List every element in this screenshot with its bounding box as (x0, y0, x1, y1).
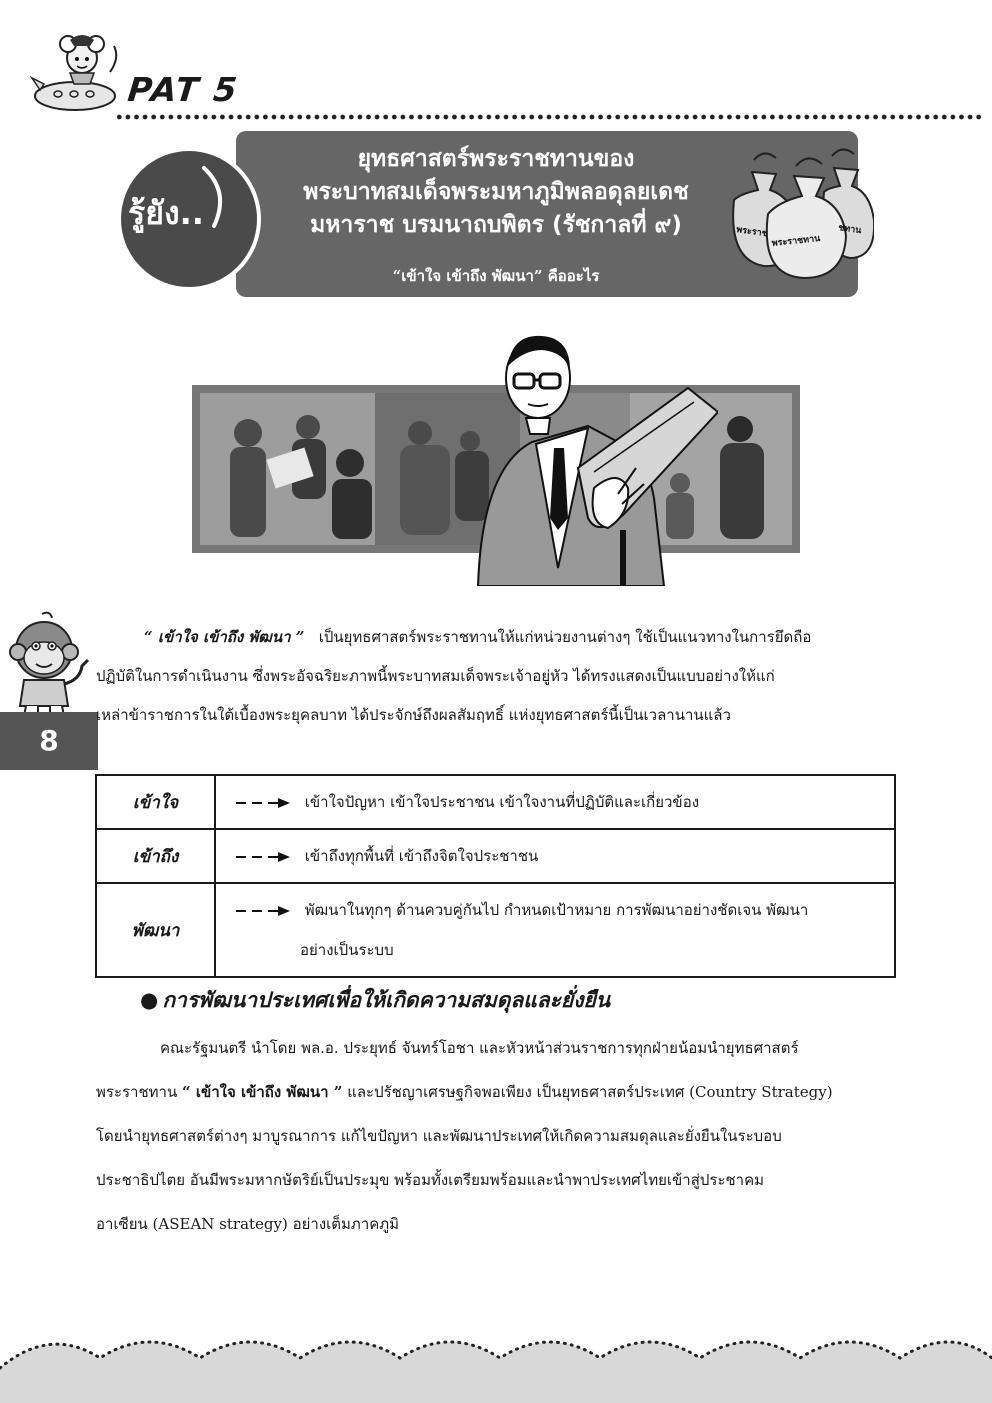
intro-quote: “ เข้าใจ เข้าถึง พัฒนา ” (144, 628, 305, 646)
section-heading-text: การพัฒนาประเทศเพื่อให้เกิดความสมดุลและยั่งยืน (162, 987, 611, 1012)
mouse-mascot-icon (30, 28, 125, 116)
banner-title-line-2: พระบาทสมเด็จพระมหาภูมิพลอดุลยเดช (303, 179, 689, 205)
intro-line-1-text: เป็นยุทธศาสตร์พระราชทานให้แก่หน่วยงานต่างๆ ใช้เป็นแนวทางในการยึดถือ (318, 628, 812, 646)
table-row (96, 829, 895, 883)
table-desc-text-cont: อย่างเป็นระบบ (300, 941, 394, 959)
table-desc (215, 775, 895, 829)
section-line-3: โดยนำยุทธศาสตร์ต่างๆ มาบูรณาการ แก้ไขปัญหา และพัฒนาประเทศให้เกิดความสมดุลและยั่งยืนในระบอบ (96, 1127, 782, 1145)
section-line-2-quote: “ เข้าใจ เข้าถึง พัฒนา ” (182, 1083, 343, 1101)
table-desc-text: เข้าถึงทุกพื้นที่ เข้าถึงจิตใจประชาชน (304, 847, 539, 865)
section-line-2 (96, 1070, 896, 1114)
banner-title-line-1: ยุทธศาสตร์พระราชทานของ (357, 146, 635, 172)
banner-subtitle: “เข้าใจ เข้าถึง พัฒนา” คืออะไร (392, 267, 600, 285)
table-term: เข้าถึง (96, 829, 215, 883)
section-line-2-b: และปรัชญาเศรษฐกิจพอเพียง เป็นยุทธศาสตร์ประเทศ (Country Strategy) (347, 1083, 833, 1101)
table-desc-text: เข้าใจปัญหา เข้าใจประชาชน เข้าใจงานที่ปฏิบัติและเกี่ยวข้อง (304, 793, 700, 811)
intro-line-3: เหล่าข้าราชการในใต้เบื้องพระยุคลบาท ได้ประจักษ์ถึงผลสัมฤทธิ์ แห่งยุทธศาสตร์นี้เป็นเวลานานแล้ว (96, 706, 731, 724)
arrow-icon (234, 905, 294, 917)
table-row (96, 775, 895, 829)
section-line-2-a: พระราชทาน (96, 1083, 178, 1101)
table-desc (215, 829, 895, 883)
footer-scallop-border (0, 1318, 992, 1403)
table-desc-text: พัฒนาในทุกๆ ด้านควบคู่กันไป กำหนดเป้าหมาย การพัฒนาอย่างชัดเจน พัฒนา (304, 901, 809, 919)
banner-title-line-3: มหาราช บรมนาถบพิตร (รัชกาลที่ ๙) (310, 212, 682, 238)
table-row (96, 883, 895, 977)
section-line-1: คณะรัฐมนตรี นำโดย พล.อ. ประยุทธ์ จันทร์โอชา และหัวหน้าส่วนราชการทุกฝ่ายน้อมนำยุทธศาสตร์ (160, 1039, 799, 1057)
king-illustration (468, 318, 718, 586)
intro-paragraph (96, 618, 896, 735)
bag-label-1: พระราช (735, 225, 769, 240)
intro-line-1 (96, 618, 896, 657)
section-line-4: ประชาธิปไตย อันมีพระมหากษัตริย์เป็นประมุข พร้อมทั้งเตรียมพร้อมและนำพาประเทศไทยเข้าสู่ประชาคม (96, 1171, 765, 1189)
money-bag-icon (724, 140, 874, 280)
bag-label-3: ชทาน (837, 223, 862, 237)
table-desc (215, 883, 895, 977)
badge-text: รู้ยัง.. (128, 194, 204, 232)
banner-title (236, 143, 756, 242)
page-number: 8 (0, 712, 98, 770)
bag-label-2: พระราชทาน (771, 233, 821, 249)
keyword-table (95, 774, 896, 978)
bullet-icon: ● (140, 987, 159, 1012)
arc-decoration-icon (200, 162, 240, 232)
section-line-5: อาเซียน (ASEAN strategy) อย่างเต็มภาคภูมิ (96, 1215, 400, 1233)
monkey-mascot-icon (6, 610, 94, 718)
arrow-icon (234, 797, 294, 809)
arrow-icon (234, 851, 294, 863)
intro-line-2: ปฏิบัติในการดำเนินงาน ซึ่งพระอัจฉริยะภาพนี้พระบาทสมเด็จพระเจ้าอยู่หัว ได้ทรงแสดงเป็นแบบอย่างให้แก่ (96, 667, 775, 685)
table-term: พัฒนา (96, 883, 215, 977)
table-term: เข้าใจ (96, 775, 215, 829)
section-paragraph (96, 1026, 896, 1246)
section-heading (140, 984, 610, 1017)
page-title: PAT 5 (125, 70, 241, 109)
dotted-divider (115, 113, 983, 121)
